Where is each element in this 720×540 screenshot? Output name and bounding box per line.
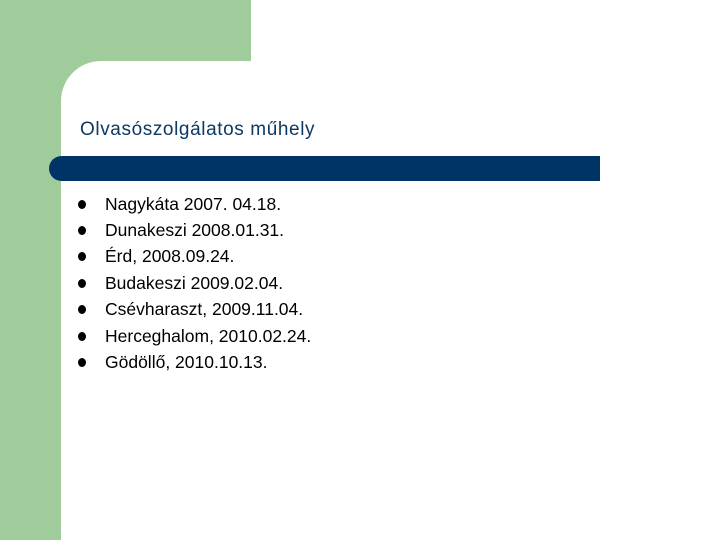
title-underline-bar [49,156,600,181]
list-item-text: Budakeszi 2009.02.04. [105,272,284,293]
bullet-list [78,191,311,376]
list-item-text: Herceghalom, 2010.02.24. [105,325,312,346]
list-item [78,191,311,217]
bullet-icon [78,305,86,314]
list-item-text: Dunakeszi 2008.01.31. [105,220,285,241]
list-item [78,297,311,323]
list-item [78,323,311,349]
list-item-text: Gödöllő, 2010.10.13. [105,352,268,373]
list-item-text: Érd, 2008.09.24. [105,246,235,267]
bullet-icon [78,358,86,367]
list-item-text: Nagykáta 2007. 04.18. [105,193,282,214]
list-item [78,244,311,270]
slide-title: Olvasószolgálatos műhely [80,119,316,140]
bullet-icon [78,252,86,261]
list-item [78,349,311,375]
list-item [78,270,311,296]
bullet-icon [78,279,86,288]
list-item-text: Csévharaszt, 2009.11.04. [105,299,304,320]
bullet-icon [78,200,86,209]
bullet-icon [78,332,86,341]
bullet-icon [78,226,86,235]
list-item [78,217,311,243]
